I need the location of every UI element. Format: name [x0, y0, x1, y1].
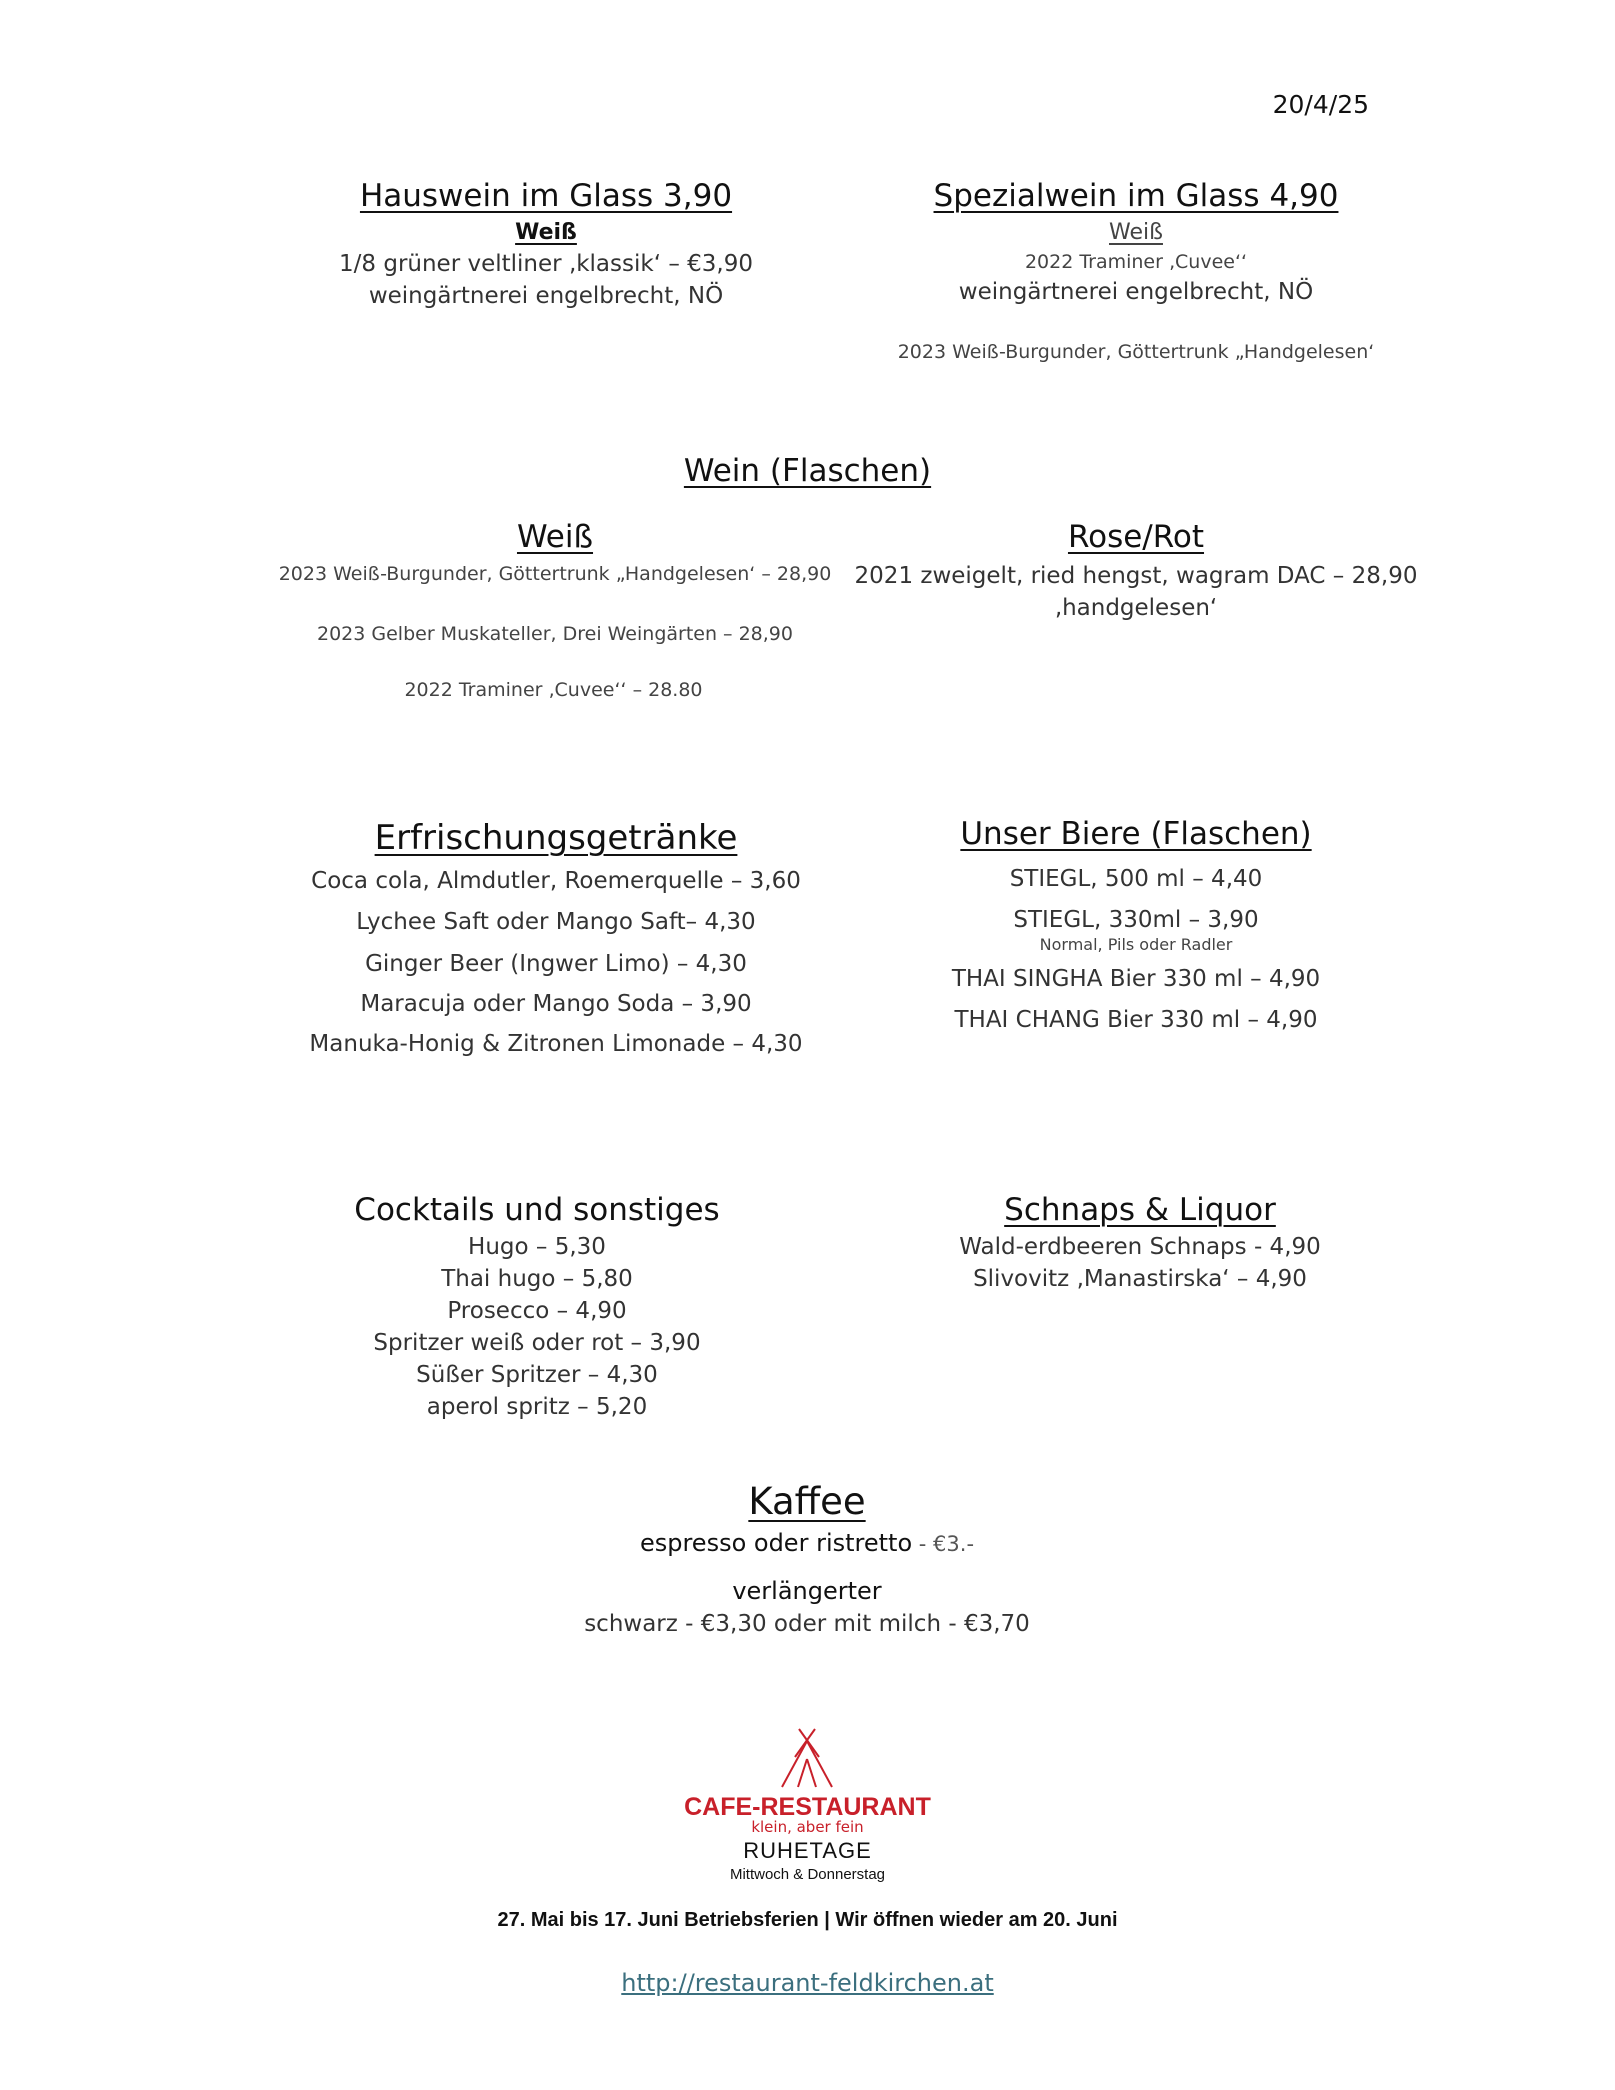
schnaps-item: Wald-erdbeeren Schnaps - 4,90	[959, 1234, 1321, 1260]
kaffee-espresso: espresso oder ristretto	[639, 1529, 913, 1557]
schnaps-section	[959, 1192, 1321, 1292]
schnaps-title: Schnaps & Liquor	[1004, 1192, 1276, 1228]
menu-date: 20/4/25	[1272, 90, 1369, 119]
erfrischung-item: Lychee Saft oder Mango Saft– 4,30	[356, 909, 756, 935]
spezialwein-subtitle: Weiß	[1109, 220, 1163, 245]
cocktails-item: Prosecco – 4,90	[447, 1298, 627, 1324]
cocktails-item: Thai hugo – 5,80	[441, 1266, 633, 1292]
cocktails-item: Spritzer weiß oder rot – 3,90	[373, 1330, 701, 1356]
erfrischung-title: Erfrischungsgetränke	[374, 818, 738, 858]
website-link-wrapper	[0, 1969, 1615, 1997]
flaschen-rot-item: ‚handgelesen‘	[1054, 595, 1218, 621]
website-link[interactable]: http://restaurant-feldkirchen.at	[621, 1969, 994, 1997]
cocktails-item: Süßer Spritzer – 4,30	[416, 1362, 658, 1388]
flaschen-rot-title: Rose/Rot	[1067, 519, 1205, 555]
spezialwein-title: Spezialwein im Glass 4,90	[933, 178, 1339, 214]
kaffee-section	[584, 1480, 1030, 1637]
hauswein-subtitle: Weiß	[515, 220, 577, 245]
biere-item: STIEGL, 330ml – 3,90	[1013, 907, 1259, 933]
flaschen-weiss-item: 2023 Weiß-Burgunder, Göttertrunk „Handgelesen‘ – 28,90	[278, 563, 832, 585]
biere-section	[952, 816, 1320, 1033]
logo-name: CAFE-RESTAURANT	[684, 1793, 931, 1821]
erfrischung-item: Coca cola, Almdutler, Roemerquelle – 3,60	[311, 868, 801, 894]
ruhetage-days: Mittwoch & Donnerstag	[729, 1866, 886, 1883]
spezialwein-item: 2022 Traminer ‚Cuvee‘‘	[1024, 251, 1248, 273]
flaschen-rot-section	[855, 519, 1418, 621]
hauswein-section	[339, 178, 753, 309]
logo-tagline: klein, aber fein	[751, 1818, 864, 1836]
flaschen-weiss-item: 2023 Gelber Muskateller, Drei Weingärten – 28,90	[316, 623, 793, 645]
hauswein-title: Hauswein im Glass 3,90	[359, 178, 733, 214]
cocktails-section	[354, 1192, 719, 1420]
spezialwein-item: 2023 Weiß-Burgunder, Göttertrunk „Handgelesen‘	[897, 341, 1375, 363]
kaffee-title: Kaffee	[748, 1480, 866, 1523]
kaffee-espresso-price: - €3.-	[912, 1532, 975, 1556]
tipi-logo-icon	[777, 1727, 837, 1789]
closure-notice: 27. Mai bis 17. Juni Betriebsferien | Wir öffnen wieder am 20. Juni	[497, 1909, 1118, 1931]
cocktails-item: Hugo – 5,30	[468, 1234, 606, 1260]
erfrischung-item: Ginger Beer (Ingwer Limo) – 4,30	[365, 951, 747, 977]
erfrischung-item: Manuka-Honig & Zitronen Limonade – 4,30	[309, 1031, 803, 1057]
hauswein-item: 1/8 grüner veltliner ‚klassik‘ – €3,90	[339, 251, 753, 277]
hauswein-item: weingärtnerei engelbrecht, NÖ	[368, 283, 724, 309]
biere-item: STIEGL, 500 ml – 4,40	[1009, 866, 1263, 892]
flaschen-rot-item: 2021 zweigelt, ried hengst, wagram DAC – 28,90	[854, 563, 1418, 589]
flaschen-title: Wein (Flaschen)	[683, 453, 932, 489]
biere-item: THAI CHANG Bier 330 ml – 4,90	[954, 1007, 1318, 1033]
kaffee-verlaengerter: verlängerter	[732, 1577, 882, 1605]
spezialwein-section	[898, 178, 1375, 363]
spezialwein-item: weingärtnerei engelbrecht, NÖ	[958, 279, 1314, 305]
erfrischung-section	[309, 818, 802, 1057]
schnaps-item: Slivovitz ‚Manastirska‘ – 4,90	[973, 1266, 1307, 1292]
biere-note: Normal, Pils oder Radler	[1039, 935, 1233, 954]
flaschen-weiss-title: Weiß	[516, 519, 594, 555]
biere-item: THAI SINGHA Bier 330 ml – 4,90	[951, 966, 1321, 992]
cocktails-title: Cocktails und sonstiges	[354, 1192, 720, 1228]
kaffee-schwarz: schwarz - €3,30 oder mit milch - €3,70	[584, 1611, 1030, 1637]
ruhetage-label: RUHETAGE	[743, 1838, 872, 1863]
flaschen-weiss-item: 2022 Traminer ‚Cuvee‘‘ – 28.80	[404, 679, 703, 701]
cocktails-item: aperol spritz – 5,20	[426, 1394, 648, 1420]
biere-title: Unser Biere (Flaschen)	[960, 816, 1312, 852]
flaschen-weiss-section	[279, 519, 832, 701]
erfrischung-item: Maracuja oder Mango Soda – 3,90	[360, 991, 752, 1017]
kaffee-espresso-line	[640, 1529, 974, 1557]
